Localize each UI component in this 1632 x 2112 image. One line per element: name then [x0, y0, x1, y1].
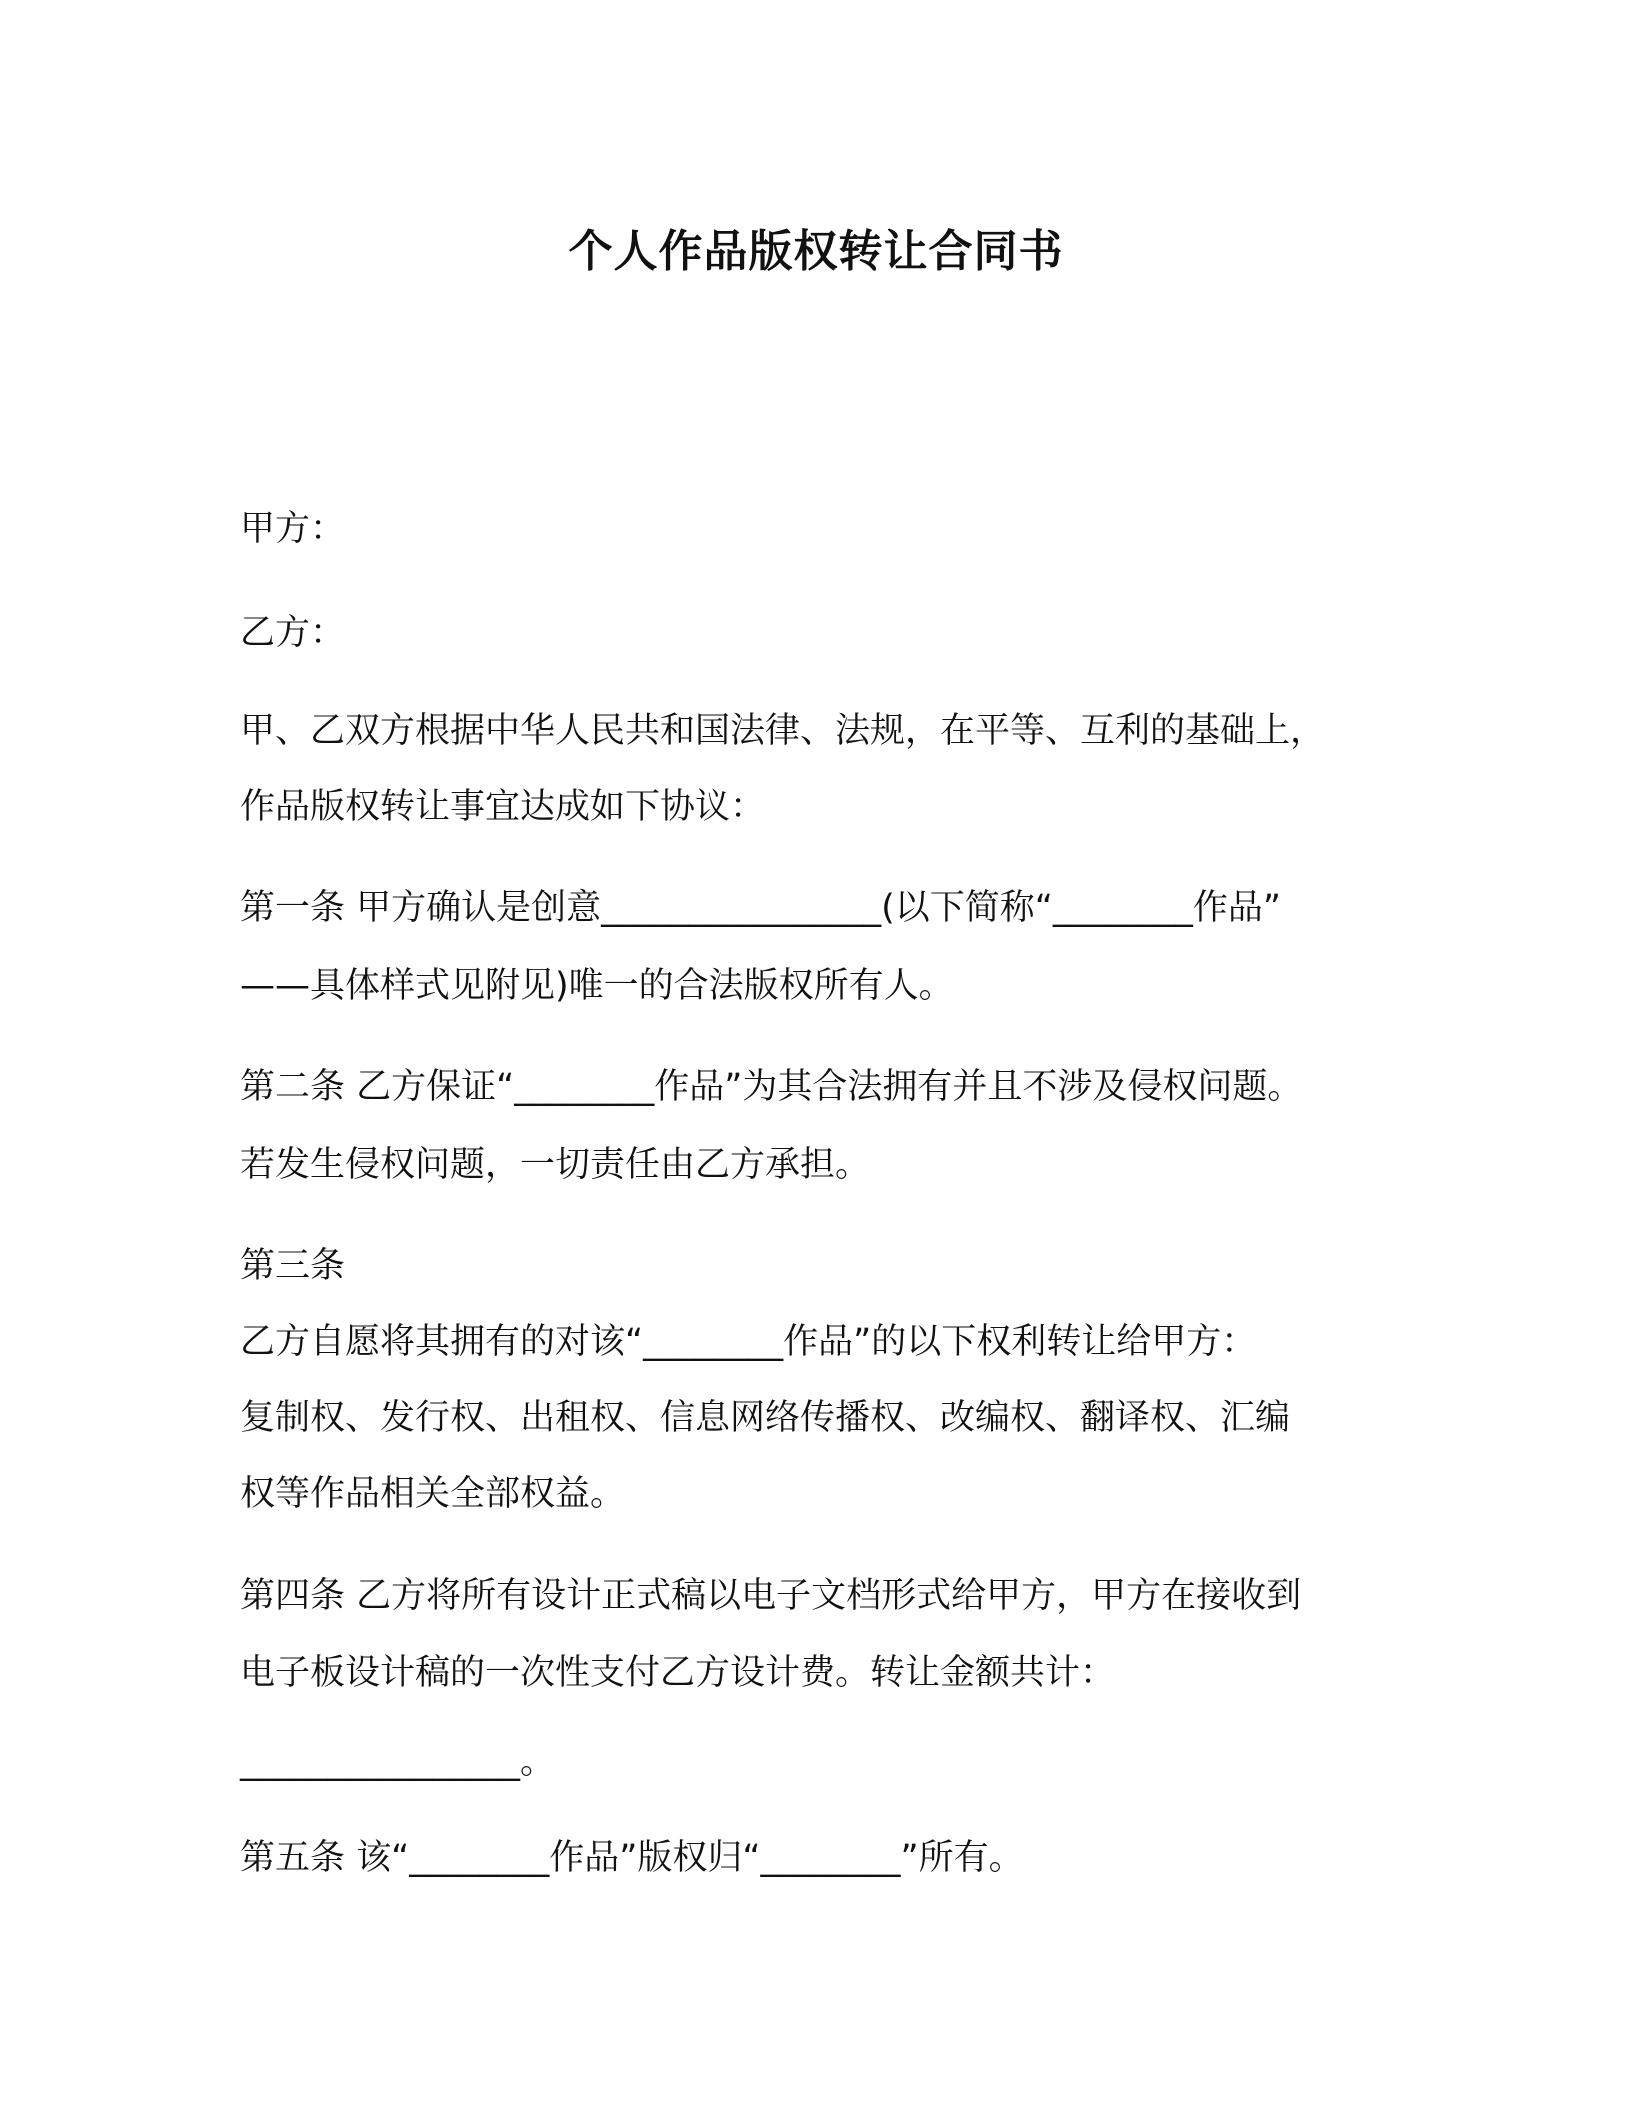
- article3-heading: 第三条: [240, 1246, 346, 1286]
- article4-line-2: 电子板设计稿的一次性支付乙方设计费。转让金额共计：: [240, 1653, 1116, 1693]
- document-title: 个人作品版权转让合同书: [568, 226, 1064, 277]
- article4-line-1: 第四条 乙方将所有设计正式稿以电子文档形式给甲方，甲方在接收到: [240, 1576, 1302, 1616]
- article3-line-1: 乙方自愿将其拥有的对该“________作品”的以下权利转让给甲方：: [240, 1322, 1257, 1362]
- article1-line-2: ——具体样式见附见)唯一的合法版权所有人。: [240, 966, 954, 1006]
- article2-line-1: 第二条 乙方保证“________作品”为其合法拥有并且不涉及侵权问题。: [240, 1067, 1303, 1107]
- article4-line-3: ________________。: [240, 1742, 556, 1782]
- preamble-line-2: 作品版权转让事宜达成如下协议：: [240, 787, 766, 827]
- article1-line-1: 第一条 甲方确认是创意________________(以下简称“________作品”: [240, 888, 1282, 928]
- article3-line-3: 权等作品相关全部权益。: [240, 1474, 626, 1514]
- preamble-line-1: 甲、乙双方根据中华人民共和国法律、法规，在平等、互利的基础上，: [240, 711, 1326, 751]
- article3-line-2: 复制权、发行权、出租权、信息网络传播权、改编权、翻译权、汇编: [240, 1398, 1291, 1438]
- article2-line-2: 若发生侵权问题，一切责任由乙方承担。: [240, 1145, 871, 1185]
- party-b-label: 乙方：: [240, 613, 346, 653]
- article5-line-1: 第五条 该“________作品”版权归“________”所有。: [240, 1838, 1024, 1878]
- party-a-label: 甲方：: [240, 509, 346, 549]
